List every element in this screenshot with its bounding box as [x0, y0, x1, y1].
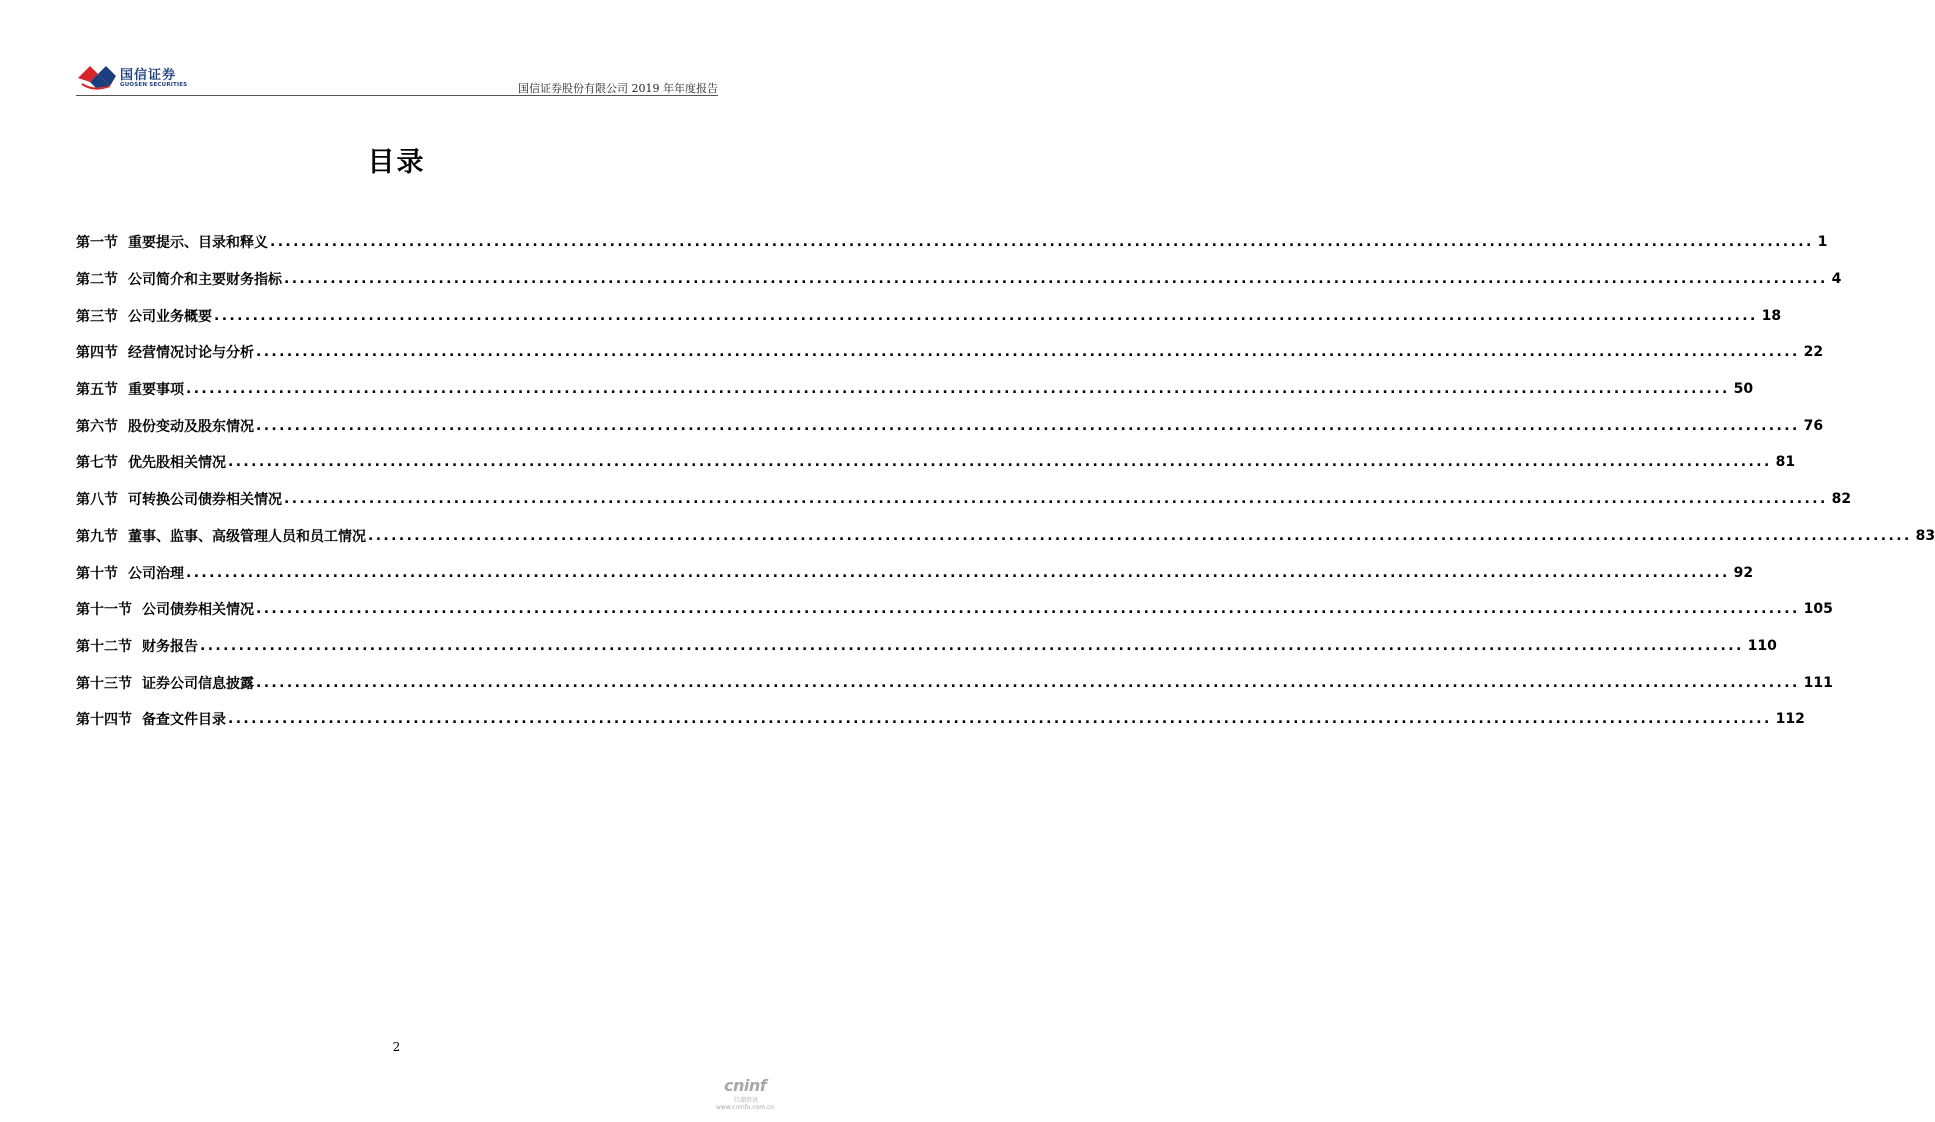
toc-entry[interactable]: [76, 701, 1805, 738]
toc-leader-dots: ........................................................................................................................................................................................................: [256, 344, 1800, 361]
toc-section-name: 备查文件目录: [142, 712, 226, 729]
watermark-subtitle: 巨潮资讯: [734, 1097, 759, 1104]
toc-entry[interactable]: [76, 261, 1842, 298]
toc-section-name: 重要事项: [128, 382, 184, 399]
toc-section-number: 第二节: [76, 272, 118, 289]
toc-page-number: 1: [1817, 234, 1828, 251]
toc-leader-dots: ........................................................................................................................................................................................................: [228, 454, 1772, 471]
toc-section-number: 第一节: [76, 235, 118, 252]
toc-section-number: 第十二节: [76, 638, 132, 655]
cninfo-watermark: [716, 1074, 786, 1114]
toc-section-name: 股份变动及股东情况: [128, 418, 254, 435]
toc-leader-dots: ........................................................................................................................................................................................................: [368, 527, 1912, 544]
toc-section-name: 公司业务概要: [128, 308, 212, 325]
toc-entry[interactable]: [76, 481, 1852, 518]
toc-section-number: 第四节: [76, 345, 118, 362]
toc-page-number: 81: [1775, 454, 1796, 471]
toc-leader-dots: ........................................................................................................................................................................................................: [256, 601, 1800, 618]
toc-section-number: 第三节: [76, 308, 118, 325]
toc-leader-dots: ........................................................................................................................................................................................................: [186, 381, 1730, 398]
toc-leader-dots: ........................................................................................................................................................................................................: [228, 711, 1772, 728]
toc-section-number: 第九节: [76, 528, 118, 545]
table-of-contents: [76, 224, 1935, 738]
page-header: [76, 60, 718, 96]
toc-section-name: 经营情况讨论与分析: [128, 345, 254, 362]
toc-section-name: 公司治理: [128, 565, 184, 582]
toc-entry[interactable]: [76, 518, 1935, 555]
watermark-brand: cninf: [724, 1076, 767, 1095]
toc-section-number: 第五节: [76, 382, 118, 399]
watermark-url: www.cninfo.com.cn: [716, 1104, 775, 1111]
toc-section-number: 第十节: [76, 565, 118, 582]
logo-chinese-name: 国信证券: [120, 68, 177, 83]
toc-leader-dots: ........................................................................................................................................................................................................: [284, 271, 1828, 288]
page-number: 2: [392, 1040, 401, 1054]
toc-section-name: 公司简介和主要财务指标: [128, 272, 282, 289]
toc-page-number: 22: [1803, 344, 1824, 361]
toc-entry[interactable]: [76, 664, 1833, 701]
toc-page-number: 105: [1803, 601, 1833, 618]
toc-leader-dots: ........................................................................................................................................................................................................: [214, 307, 1758, 324]
toc-page-number: 110: [1747, 637, 1777, 654]
toc-section-name: 优先股相关情况: [128, 455, 226, 472]
toc-page-number: 76: [1803, 417, 1824, 434]
toc-leader-dots: ........................................................................................................................................................................................................: [256, 674, 1800, 691]
toc-section-name: 董事、监事、高级管理人员和员工情况: [128, 528, 366, 545]
toc-leader-dots: ........................................................................................................................................................................................................: [284, 491, 1828, 508]
toc-page-number: 82: [1831, 491, 1852, 508]
toc-page-number: 92: [1733, 564, 1754, 581]
toc-section-number: 第十三节: [76, 675, 132, 692]
toc-entry[interactable]: [76, 554, 1754, 591]
toc-page-number: 50: [1733, 381, 1754, 398]
toc-entry[interactable]: [76, 371, 1754, 408]
toc-section-name: 公司债券相关情况: [142, 602, 254, 619]
toc-section-number: 第六节: [76, 418, 118, 435]
toc-page-number: 111: [1803, 674, 1833, 691]
toc-page-number: 83: [1915, 527, 1935, 544]
toc-section-number: 第十四节: [76, 712, 132, 729]
guosen-logo: [76, 60, 206, 94]
toc-entry[interactable]: [76, 334, 1824, 371]
toc-page-number: 4: [1831, 271, 1842, 288]
toc-page-number: 112: [1775, 711, 1805, 728]
toc-entry[interactable]: [76, 444, 1796, 481]
toc-section-number: 第八节: [76, 492, 118, 509]
toc-entry[interactable]: [76, 297, 1782, 334]
toc-leader-dots: ........................................................................................................................................................................................................: [256, 417, 1800, 434]
header-divider: [76, 95, 718, 96]
toc-leader-dots: ........................................................................................................................................................................................................: [200, 637, 1744, 654]
toc-entry[interactable]: [76, 628, 1777, 665]
toc-leader-dots: ........................................................................................................................................................................................................: [270, 234, 1814, 251]
guosen-logo-icon: [76, 62, 118, 92]
toc-entry[interactable]: [76, 407, 1824, 444]
toc-section-name: 财务报告: [142, 638, 198, 655]
toc-section-name: 重要提示、目录和释义: [128, 235, 268, 252]
toc-section-number: 第十一节: [76, 602, 132, 619]
toc-entry[interactable]: [76, 591, 1833, 628]
toc-page-number: 18: [1761, 307, 1782, 324]
report-title: 国信证券股份有限公司 2019 年年度报告: [518, 82, 718, 95]
toc-section-name: 证券公司信息披露: [142, 675, 254, 692]
page-title: 目录: [367, 147, 426, 178]
toc-entry[interactable]: [76, 224, 1828, 261]
logo-english-name: GUOSEN SECURITIES: [120, 82, 188, 88]
toc-leader-dots: ........................................................................................................................................................................................................: [186, 564, 1730, 581]
toc-section-number: 第七节: [76, 455, 118, 472]
toc-section-name: 可转换公司债券相关情况: [128, 492, 282, 509]
